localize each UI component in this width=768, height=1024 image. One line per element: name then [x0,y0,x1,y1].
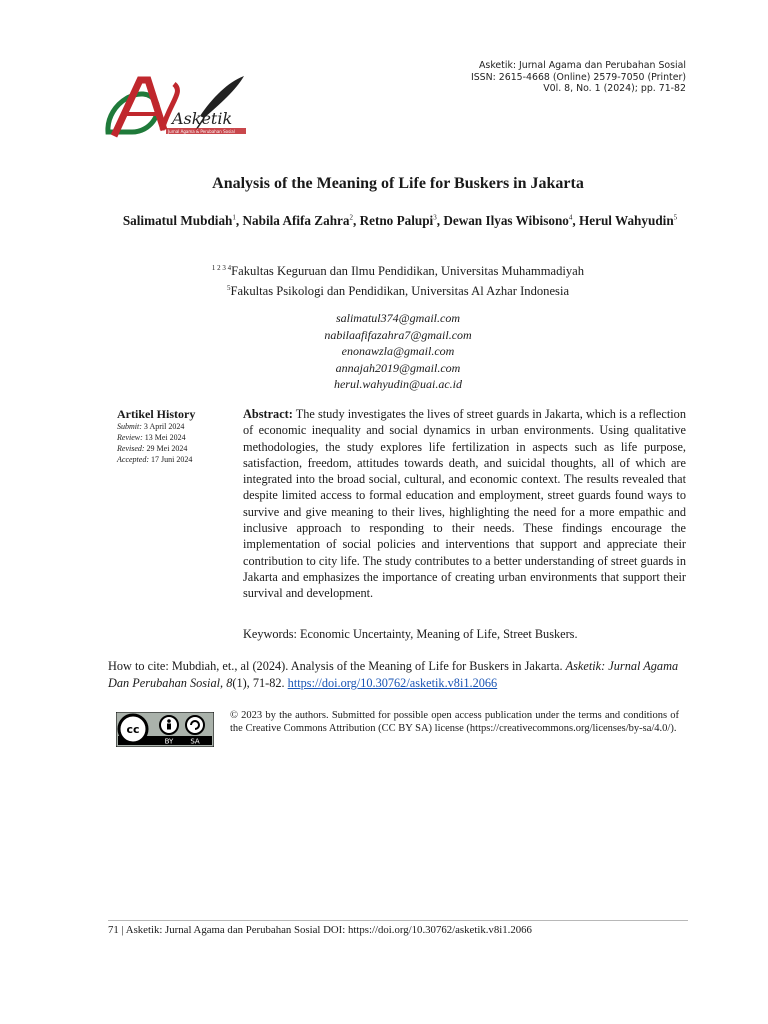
author: Salimatul Mubdiah$^1$, [122,213,243,229]
footer-citation: Asketik: Jurnal Agama dan Perubahan Sosial DOI: https://doi.org/10.30762/asketik.v8i1.2066 [125,924,532,936]
svg-text:SA: SA [190,737,200,746]
affiliation: $^5$Fakultas Psikologi dan Pendidikan, Universitas Al Azhar Indonesia [226,283,570,298]
volume-info: V0l. 8, No. 1 (2024); pp. 71-82 [543,83,686,94]
email[interactable]: nabilaafifazahra7@gmail.com [324,327,472,342]
history-submit: Submit: 3 April 2024 [117,422,185,431]
cc-by-sa-badge[interactable] [116,712,214,747]
logo-text: Asketik [172,109,233,128]
history-heading: Artikel History [117,407,196,421]
author: Nabila Afifa Zahra$^2$, [242,213,360,229]
sa-icon [186,716,204,734]
doi-link[interactable]: https://doi.org/10.30762/asketik.v8i1.2066 [287,676,498,690]
email[interactable]: herul.wahyudin@uai.ac.id [333,377,463,392]
page-footer: 71 | Asketik: Jurnal Agama dan Perubahan Sosial DOI: https://doi.org/10.30762/asketik.v8i1.2066 [108,924,532,936]
email[interactable]: annajah2019@gmail.com [335,360,461,375]
page-number: 71 [108,924,119,936]
journal-name: Asketik: Jurnal Agama dan Perubahan Sosial [479,60,686,71]
svg-text:BY: BY [164,737,174,746]
keywords: Keywords: Economic Uncertainty, Meaning of Life, Street Buskers. [243,627,578,641]
article-history [117,407,237,465]
author-list [105,210,695,230]
author: Retno Palupi$^3$, [359,213,444,229]
author: Herul Wahyudin$^5$ [578,213,678,229]
affiliations [80,260,716,299]
abstract-text: The study investigates the lives of street guards in Jakarta, which is a reflection of economic inequality and social dynamics in urban environments. Using qualitative methodologies, the study explores life fertilization in aspects such as life purpose, satisfaction, freedom, attitudes towards death, and suicidal thoughts, all of which are integrated into the broad social, cultural, and economic context. The results revealed that despite limited access to formal education and employment, street guards found ways to survive and give meaning to their lives, highlighting the need for a more empathic and inclusive approach to responding to their needs. These findings encourage the implementation of social policies and interventions that support and appreciate their contribution to city life. The study contributes to a better understanding of street guards in Jakarta and emphasizes the importance of creating urban environments that support their survival and development. [243,407,686,601]
logo-subtitle: Jurnal Agama & Perubahan Sosial [168,129,235,134]
email[interactable]: enonawzla@gmail.com [341,344,455,359]
svg-text:cc: cc [126,723,140,736]
license-text: © 2023 by the authors. Submitted for possible open access publication under the terms and conditions of the Creative Commons Attribution (CC BY SA) license (https://creativecommons.org/licenses/by-sa/4.0/). [230,710,679,735]
email[interactable]: salimatul374@gmail.com [335,311,461,325]
abstract-label: Abstract: [243,407,293,421]
footer-divider [108,920,688,921]
author: Dewan Ilyas Wibisono$^4$, [443,213,579,229]
journal-logo [104,72,254,144]
history-accepted: Accepted: 17 Juni 2024 [117,455,193,464]
affiliation: $^{1 2 3 4}$Fakultas Keguruan dan Ilmu Pendidikan, Universitas Muhammadiyah [211,264,585,279]
how-to-cite: How to cite: Mubdiah, et., al (2024). Analysis of the Meaning of Life for Buskers in Jakarta. Asketik: Jurnal Agama Dan Perubahan Sosial, 8(1), 71-82. https://doi.org/10.30762/asketik.v8i1.2066 [108,659,679,690]
history-review: Review: 13 Mei 2024 [117,433,186,442]
abstract [243,406,686,602]
email-list [80,310,716,393]
journal-header-info [471,60,686,95]
article-title: Analysis of the Meaning of Life for Buskers in Jakarta [212,175,584,192]
history-revised: Revised: 29 Mei 2024 [117,444,188,453]
issn: ISSN: 2615-4668 (Online) 2579-7050 (Printer) [470,71,686,83]
